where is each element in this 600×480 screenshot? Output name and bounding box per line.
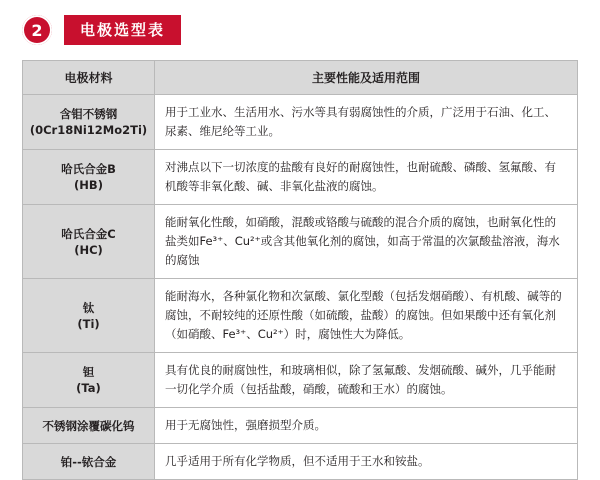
column-header-material: 电极材料 bbox=[23, 61, 155, 95]
material-name-line2: (0Cr18Ni12Mo2Ti) bbox=[29, 123, 148, 137]
page-title: 电极选型表 bbox=[64, 15, 181, 45]
cell-description: 具有优良的耐腐蚀性，和玻璃相似，除了氢氟酸、发烟硫酸、碱外，几乎能耐一切化学介质（包括盐酸，硝酸，硫酸和王水）的腐蚀。 bbox=[155, 353, 578, 408]
column-header-description: 主要性能及适用范围 bbox=[155, 61, 578, 95]
cell-description: 用于无腐蚀性，强磨损型介质。 bbox=[155, 408, 578, 444]
cell-description: 能耐海水，各种氯化物和次氯酸、氯化型酸（包括发烟硝酸）、有机酸、碱等的腐蚀，不耐较纯的还原性酸（如硫酸，盐酸）的腐蚀。但如果酸中还有氧化剂（如硝酸、Fe³⁺、Cu²⁺）时，腐蚀性大为降低。 bbox=[155, 279, 578, 353]
table-row bbox=[23, 444, 578, 480]
cell-description: 几乎适用于所有化学物质，但不适用于王水和铵盐。 bbox=[155, 444, 578, 480]
table-row bbox=[23, 95, 578, 150]
page-header bbox=[22, 12, 578, 48]
table-row bbox=[23, 353, 578, 408]
cell-material bbox=[23, 408, 155, 444]
material-name-line1: 哈氏合金C bbox=[61, 226, 116, 241]
cell-material bbox=[23, 353, 155, 408]
material-name-line1: 钛 bbox=[82, 300, 95, 315]
table-row bbox=[23, 205, 578, 279]
material-name-line2: (Ta) bbox=[76, 381, 101, 395]
cell-material bbox=[23, 205, 155, 279]
cell-description: 能耐氧化性酸，如硝酸，混酸或铬酸与硫酸的混合介质的腐蚀，也耐氧化性的盐类如Fe³⁺、Cu²⁺或含其他氧化剂的腐蚀，如高于常温的次氯酸盐溶液，海水的腐蚀 bbox=[155, 205, 578, 279]
material-name-line2: (HB) bbox=[74, 178, 103, 192]
table-header-row bbox=[23, 61, 578, 95]
material-name-line1: 钽 bbox=[82, 365, 95, 379]
table-row bbox=[23, 150, 578, 205]
cell-material bbox=[23, 279, 155, 353]
material-name-line2: (HC) bbox=[74, 242, 103, 257]
cell-material bbox=[23, 95, 155, 150]
cell-material bbox=[23, 150, 155, 205]
material-name-line2: (Ti) bbox=[77, 316, 100, 331]
material-name-line1: 铂--铱合金 bbox=[60, 454, 117, 469]
cell-description: 用于工业水、生活用水、污水等具有弱腐蚀性的介质，广泛用于石油、化工、尿素、维尼纶等工业。 bbox=[155, 95, 578, 150]
table-row bbox=[23, 408, 578, 444]
material-name-line1: 哈氏合金B bbox=[61, 162, 116, 176]
table-row bbox=[23, 279, 578, 353]
material-name-line1: 含钼不锈钢 bbox=[59, 107, 118, 121]
section-number-badge: 2 bbox=[22, 15, 52, 45]
cell-description: 对沸点以下一切浓度的盐酸有良好的耐腐蚀性，也耐硫酸、磷酸、氢氟酸、有机酸等非氧化酸、碱、非氧化盐液的腐蚀。 bbox=[155, 150, 578, 205]
cell-material bbox=[23, 444, 155, 480]
electrode-selection-table bbox=[22, 60, 578, 480]
material-name-line1: 不锈钢涂覆碳化钨 bbox=[42, 418, 135, 433]
